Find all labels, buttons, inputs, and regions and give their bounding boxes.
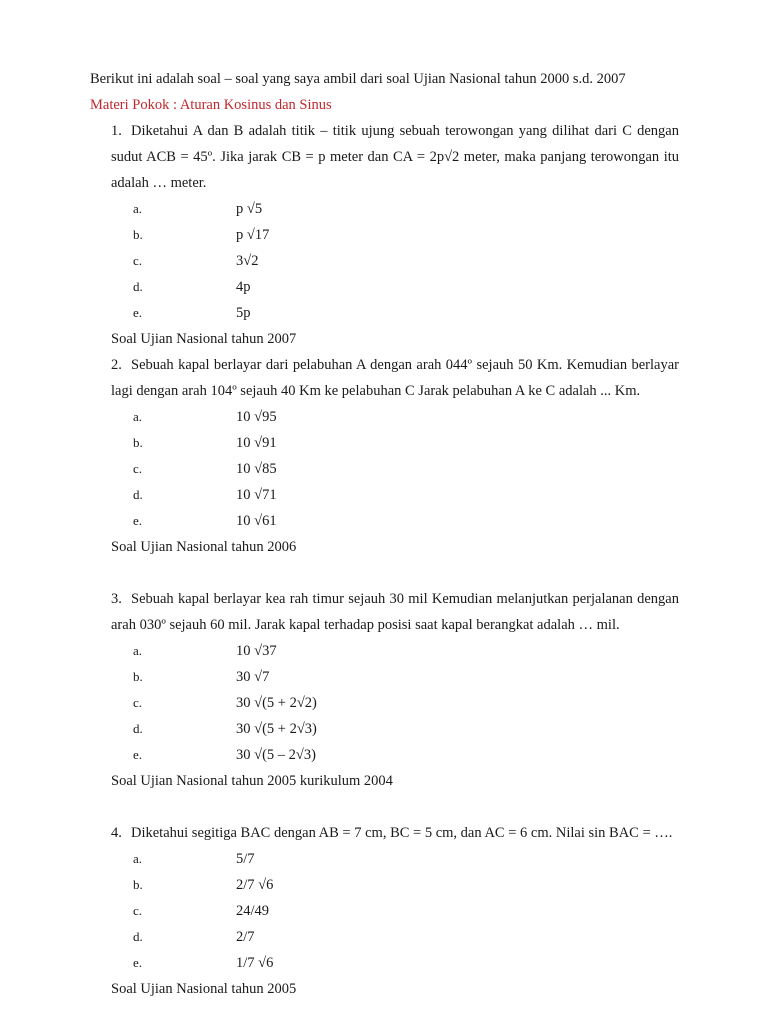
option-list [111,846,679,976]
option-letter: a. [133,643,143,658]
option-letter: e. [133,747,143,762]
option-value: 10 √95 [236,409,277,425]
option-value: 30 √(5 + 2√2) [236,695,317,711]
option-letter: e. [133,955,143,970]
question-2 [111,352,679,560]
option-letter: b. [133,227,143,242]
option-letter: b. [133,435,143,450]
option-b [111,430,679,456]
question-text: Diketahui segitiga BAC dengan AB = 7 cm, BC = 5 cm, dan AC = 6 cm. Nilai sin BAC = …. [131,825,673,841]
question-source: Soal Ujian Nasional tahun 2007 [111,331,297,347]
option-value: 24/49 [236,903,270,919]
question-text: Diketahui A dan B adalah titik – titik ujung sebuah terowongan yang dilihat dari C dengan sudut ACB = 45º. Jika jarak CB = p meter dan CA = 2p√2 meter, maka panjang terowongan itu adalah … meter. [111,123,679,191]
option-value: 10 √71 [236,487,277,503]
option-letter: c. [133,461,143,476]
option-letter: d. [133,929,143,944]
option-value: 3√2 [236,253,259,269]
option-letter: a. [133,409,143,424]
option-c [111,898,679,924]
question-3 [111,586,679,794]
question-number: 2. [111,357,122,373]
question-number: 3. [111,591,122,607]
option-value: 10 √91 [236,435,277,451]
question-text: Sebuah kapal berlayar dari pelabuhan A dengan arah 044º sejauh 50 Km. Kemudian berlayar lagi dengan arah 104º sejauh 40 Km ke pelabuhan C Jarak pelabuhan A ke C adalah ... Km. [111,357,679,399]
option-list [111,196,679,326]
topic-heading: Materi Pokok : Aturan Kosinus dan Sinus [90,97,332,113]
option-value: 10 √85 [236,461,277,477]
question-source: Soal Ujian Nasional tahun 2006 [111,539,297,555]
question-text: Sebuah kapal berlayar kea rah timur sejauh 30 mil Kemudian melanjutkan perjalanan dengan arah 030º sejauh 60 mil. Jarak kapal terhadap posisi saat kapal berangkat adalah … mil. [111,591,679,633]
option-c [111,690,679,716]
option-letter: c. [133,695,143,710]
option-value: p √17 [236,227,270,243]
option-list [111,638,679,768]
option-letter: d. [133,721,143,736]
option-a [111,404,679,430]
option-letter: a. [133,201,143,216]
option-value: 1/7 √6 [236,955,274,971]
option-value: 30 √7 [236,669,270,685]
option-value: 2/7 √6 [236,877,274,893]
option-letter: d. [133,279,143,294]
option-e [111,508,679,534]
option-d [111,482,679,508]
option-letter: c. [133,253,143,268]
option-value: p √5 [236,201,263,217]
option-value: 10 √61 [236,513,277,529]
option-a [111,638,679,664]
option-d [111,716,679,742]
option-letter: b. [133,669,143,684]
intro-text: Berikut ini adalah soal – soal yang saya ambil dari soal Ujian Nasional tahun 2000 s.d. 2007 [90,71,626,87]
question-number: 1. [111,123,122,139]
option-a [111,196,679,222]
option-d [111,924,679,950]
option-value: 30 √(5 + 2√3) [236,721,317,737]
option-value: 5p [236,305,251,321]
question-4 [111,820,679,1002]
option-letter: b. [133,877,143,892]
option-value: 30 √(5 – 2√3) [236,747,316,763]
option-b [111,664,679,690]
option-letter: a. [133,851,143,866]
option-letter: c. [133,903,143,918]
option-value: 2/7 [236,929,255,945]
question-number: 4. [111,825,122,841]
option-e [111,950,679,976]
option-b [111,872,679,898]
option-c [111,456,679,482]
question-source: Soal Ujian Nasional tahun 2005 [111,981,297,997]
option-a [111,846,679,872]
option-e [111,300,679,326]
option-letter: e. [133,305,143,320]
option-e [111,742,679,768]
option-value: 10 √37 [236,643,277,659]
question-1 [111,118,679,352]
option-value: 4p [236,279,251,295]
option-letter: e. [133,513,143,528]
option-list [111,404,679,534]
option-value: 5/7 [236,851,255,867]
option-d [111,274,679,300]
option-c [111,248,679,274]
option-b [111,222,679,248]
option-letter: d. [133,487,143,502]
question-source: Soal Ujian Nasional tahun 2005 kurikulum 2004 [111,773,393,789]
